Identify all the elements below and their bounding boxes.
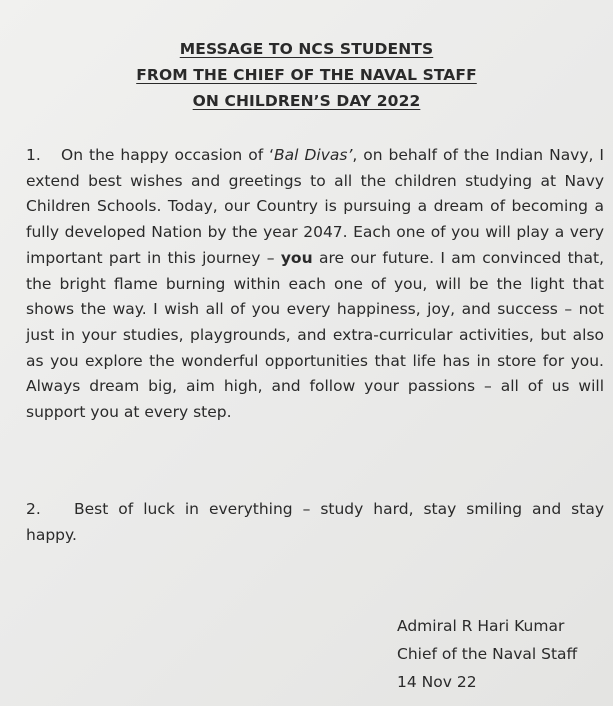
signature-date: 14 Nov 22 (397, 673, 477, 691)
signature-block (397, 612, 577, 696)
paragraph-2-text: Best of luck in everything – study hard, stay smiling and stay happy. (26, 500, 604, 544)
signatory-title: Chief of the Naval Staff (397, 645, 578, 663)
paragraph-1-text-c: are our future. I am convinced that, the bright flame burning within each one of you, will be the light that shows the way. I wish all of you every happiness, joy, and success – not just in your studies, playgrounds, and extra-curricular activities, but also as you explore the wonderful opportunities that life has in store for you. Always dream big, aim high, and follow your passions – all of us will support you at every step. (26, 248, 604, 422)
paragraph-1-text-a: On the happy occasion of ‘ (61, 146, 275, 164)
paragraph-2-number: 2. (26, 500, 41, 518)
paragraph-2 (26, 497, 604, 548)
paragraph-1-text-b: , on behalf of the Indian Navy, I extend best wishes and greetings to all the children studying at Navy Children Schools. Today, our Country is pursuing a dream of becoming a fully developed Nation by the year 2047. Each one of you will play a very important part in this journey – (26, 146, 604, 267)
signatory-name: Admiral R Hari Kumar (397, 617, 565, 635)
paragraph-1 (26, 143, 604, 426)
heading-line-2: FROM THE CHIEF OF THE NAVAL STAFF (136, 66, 477, 84)
message-heading (0, 36, 613, 114)
heading-line-3: ON CHILDREN’S DAY 2022 (192, 92, 421, 110)
paragraph-1-emphasis: Bal Divas’ (274, 146, 353, 164)
heading-line-1: MESSAGE TO NCS STUDENTS (179, 40, 434, 58)
paragraph-1-number: 1. (26, 146, 41, 164)
paragraph-1-bold: you (280, 248, 313, 267)
